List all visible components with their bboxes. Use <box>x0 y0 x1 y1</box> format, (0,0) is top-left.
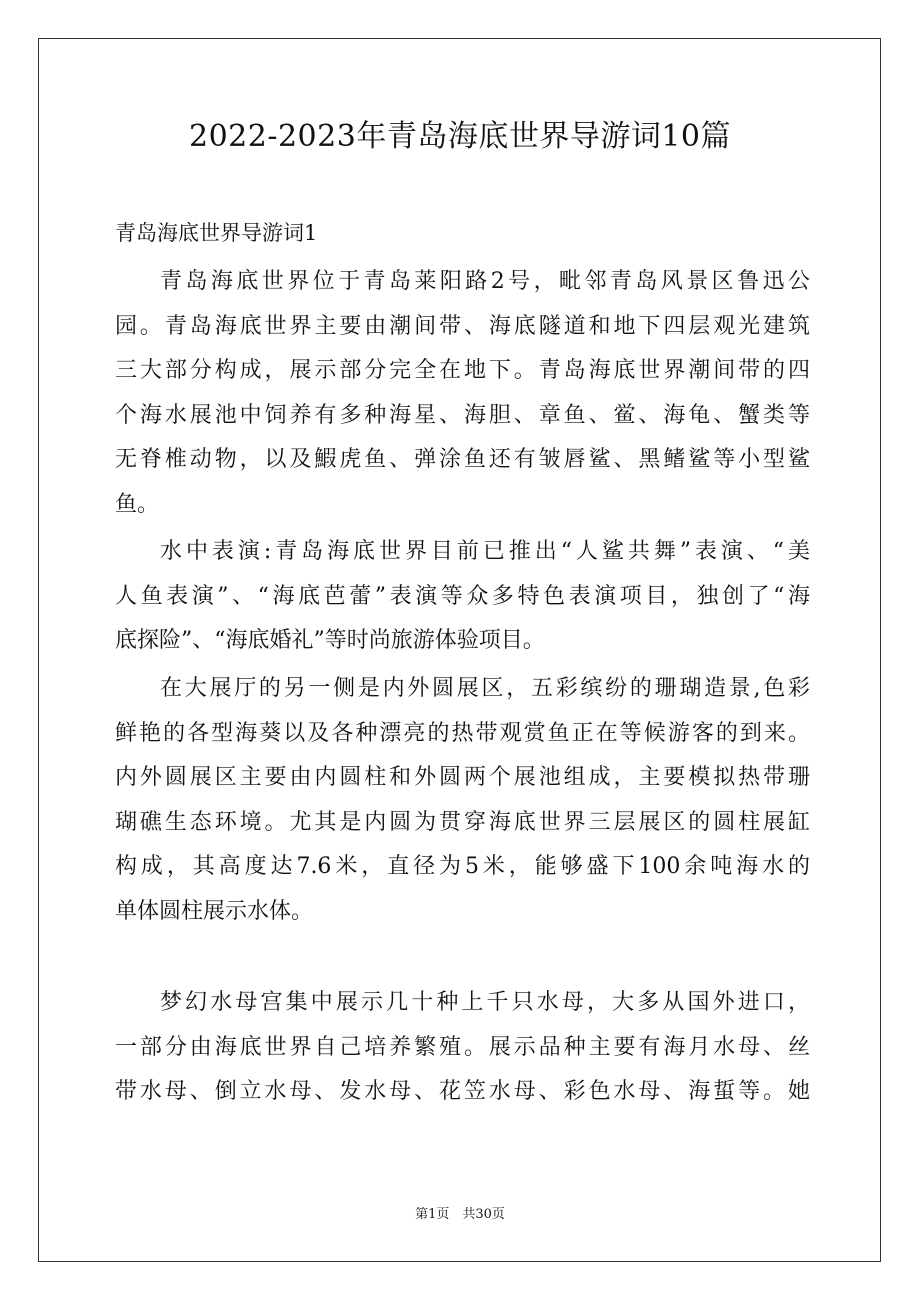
paragraph-line: 构成，其高度达7.6米，直径为5米，能够盛下100余吨海水的 <box>115 854 810 880</box>
paragraph-line: 单体圆柱展示水体。 <box>115 899 314 924</box>
paragraph-line: 底探险”、“海底婚礼”等时尚旅游体验项目。 <box>115 628 545 654</box>
paragraph-line: 鱼。 <box>115 492 160 517</box>
paragraph-line: 园。青岛海底世界主要由潮间带、海底隧道和地下四层观光建筑 <box>115 313 810 339</box>
paragraph-line: 个海水展池中饲养有多种海星、海胆、章鱼、鲎、海龟、蟹类等 <box>115 402 810 428</box>
paragraph-line: 水中表演:青岛海底世界目前已推出“人鲨共舞”表演、“美 <box>160 539 810 564</box>
section-heading: 青岛海底世界导游词1 <box>115 221 318 245</box>
paragraph-line: 鲜艳的各型海葵以及各种漂亮的热带观赏鱼正在等候游客的到来。 <box>115 720 810 746</box>
paragraph-line: 人鱼表演”、“海底芭蕾”表演等众多特色表演项目，独创了“海 <box>115 583 810 609</box>
paragraph-line: 一部分由海底世界自己培养繁殖。展示品种主要有海月水母、丝 <box>115 1034 810 1060</box>
paragraph-line: 瑚礁生态环境。尤其是内圆为贯穿海底世界三层展区的圆柱展缸 <box>115 809 810 835</box>
document-title: 2022-2023年青岛海底世界导游词10篇 <box>188 119 731 154</box>
page-footer: 第1页 共30页 <box>415 1207 505 1222</box>
paragraph-line: 梦幻水母宫集中展示几十种上千只水母，大多从国外进口， <box>160 990 810 1015</box>
paragraph-line: 无脊椎动物，以及鰕虎鱼、弹涂鱼还有皱唇鲨、黑鳍鲨等小型鲨 <box>115 447 810 473</box>
paragraph-line: 内外圆展区主要由内圆柱和外圆两个展池组成，主要模拟热带珊 <box>115 765 810 791</box>
paragraph-line: 在大展厅的另一侧是内外圆展区，五彩缤纷的珊瑚造景,色彩 <box>160 676 810 701</box>
paragraph-line: 带水母、倒立水母、发水母、花笠水母、彩色水母、海蜇等。她 <box>115 1079 810 1105</box>
paragraph-line: 三大部分构成，展示部分完全在地下。青岛海底世界潮间带的四 <box>115 358 810 384</box>
paragraph-line: 青岛海底世界位于青岛莱阳路2号，毗邻青岛风景区鲁迅公 <box>160 269 810 294</box>
